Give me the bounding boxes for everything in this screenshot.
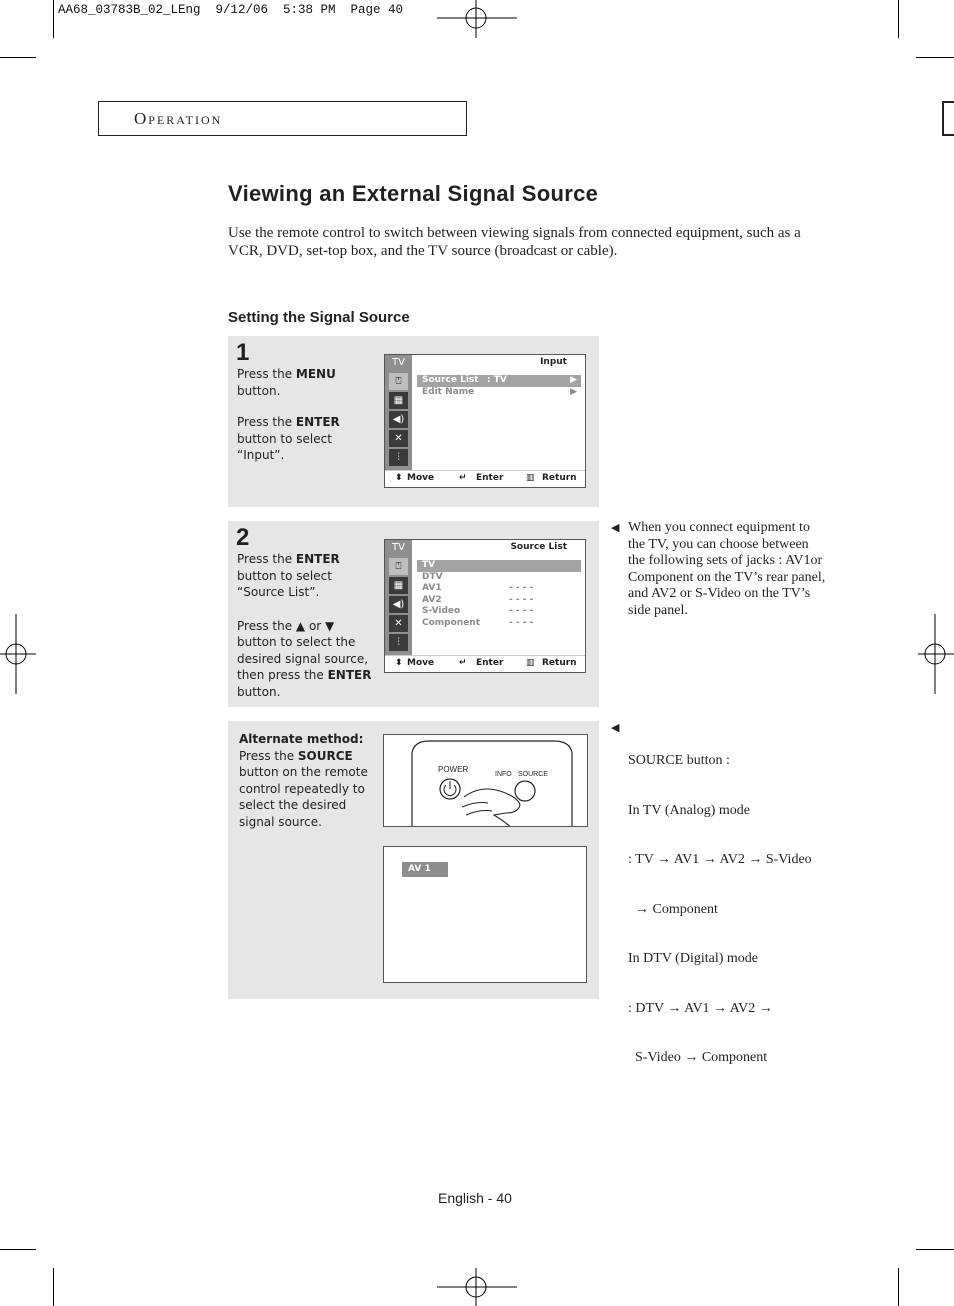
sub-heading: Setting the Signal Source (228, 309, 410, 326)
info-label: INFO (495, 771, 512, 778)
step-1-line-2: Press the ENTER button to select “Input”. (237, 415, 340, 462)
osd-input-menu (384, 354, 586, 488)
osd-footer: ⬍ Move ↵ Enter ▥ Return (385, 655, 585, 672)
source-label: SOURCE (518, 771, 548, 778)
remote-drawing (384, 735, 588, 827)
note-source-button-text: SOURCE button : In TV (Analog) mode : TV → AV1 → AV2 → S-Video → Component In DTV (Digital) mode : DTV → AV1 → AV2 → S-Video → Component (628, 753, 812, 1065)
power-label: POWER (438, 765, 469, 774)
sound-icon: ◀) (389, 596, 408, 613)
osd-row-s-video[interactable]: S-Video - - - - (422, 606, 534, 616)
osd-title: Source List (510, 542, 567, 552)
osd-row-dtv[interactable]: DTV (422, 571, 443, 582)
osd-footer: ⬍ Move ↵ Enter ▥ Return (385, 470, 585, 487)
channel-icon: ✕ (389, 430, 408, 447)
section-label: Operation (134, 109, 223, 128)
return-icon: ▥ (526, 658, 535, 668)
crop-mark (0, 57, 36, 58)
picture-icon: ▦ (389, 392, 408, 409)
print-header: AA68_03783B_02_LEng 9/12/06 5:38 PM Page 40 (58, 3, 404, 17)
osd-row-source-list[interactable]: Source List : TV ▶ (417, 375, 581, 387)
note-marker-icon: ◀ (611, 722, 620, 734)
osd-row-component[interactable]: Component - - - - (422, 617, 534, 628)
osd-row-edit-name[interactable]: Edit Name ▶ (422, 386, 577, 397)
input-icon: ⍞ (389, 373, 408, 390)
step-1-instructions (237, 366, 379, 464)
input-icon: ⍞ (389, 558, 408, 575)
setup-icon: ⫶ (389, 449, 408, 466)
remote-illustration (383, 734, 588, 827)
crop-mark (898, 1268, 899, 1306)
step-2-instructions (237, 551, 377, 700)
step-2-line-2: Press the ▲ or ▼ button to select the desired signal source, then press the ENTER button. (237, 618, 372, 699)
sound-icon: ◀) (389, 411, 408, 428)
page-number: English - 40 (438, 1190, 512, 1206)
move-icon: ⬍ (395, 473, 403, 483)
note-source-button (611, 720, 851, 1065)
alternate-instructions (239, 731, 379, 830)
osd-row-av2[interactable]: AV2 - - - - (422, 594, 534, 605)
osd-side-label: TV (392, 542, 405, 553)
crop-mark (53, 1268, 54, 1306)
crop-mark (916, 57, 954, 58)
page-title: Viewing an External Signal Source (228, 181, 599, 206)
osd-side-label: TV (392, 357, 405, 368)
step-2-line-1: Press the ENTER button to select “Source List”. (237, 552, 340, 599)
crop-mark (916, 1249, 954, 1250)
note-jacks-text: When you connect equipment to the TV, you can choose between the following sets of jacks : AV1or Component on the TV’s rear panel, and AV2 or S-Video on the TV’s side panel. (628, 520, 826, 618)
source-badge: AV 1 (402, 862, 448, 877)
enter-icon: ↵ (459, 473, 467, 483)
alternate-text: Press the SOURCE button on the remote control repeatedly to select the desired signal source. (239, 748, 368, 829)
page-tab-marker (942, 101, 954, 136)
osd-menu (417, 560, 581, 629)
enter-icon: ↵ (459, 658, 467, 668)
osd-source-list-menu (384, 539, 586, 673)
osd-menu (417, 375, 581, 398)
registration-mark-right (914, 614, 954, 694)
step-1-number: 1 (236, 339, 250, 366)
crop-mark (53, 0, 54, 38)
setup-icon: ⫶ (389, 634, 408, 651)
crop-mark (898, 0, 899, 38)
return-icon: ▥ (526, 473, 535, 483)
registration-mark-left (0, 614, 40, 694)
note-marker-icon: ◀ (611, 522, 620, 534)
osd-title: Input (540, 357, 567, 367)
step-1-line-1: Press the MENU button. (237, 367, 336, 398)
registration-mark-top (437, 0, 517, 40)
step-2-number: 2 (236, 524, 250, 551)
registration-mark-bottom (437, 1266, 517, 1306)
channel-icon: ✕ (389, 615, 408, 632)
intro-paragraph: Use the remote control to switch between viewing signals from connected equipment, such as a VCR, DVD, set-top box, and the TV source (broadcast or cable). (228, 225, 801, 259)
osd-row-av1[interactable]: AV1 - - - - (422, 583, 534, 593)
alternate-heading: Alternate method: (239, 732, 364, 746)
picture-icon: ▦ (389, 577, 408, 594)
osd-row-tv[interactable]: TV (417, 560, 581, 572)
move-icon: ⬍ (395, 658, 403, 668)
crop-mark (0, 1249, 36, 1250)
note-jacks (611, 520, 851, 630)
